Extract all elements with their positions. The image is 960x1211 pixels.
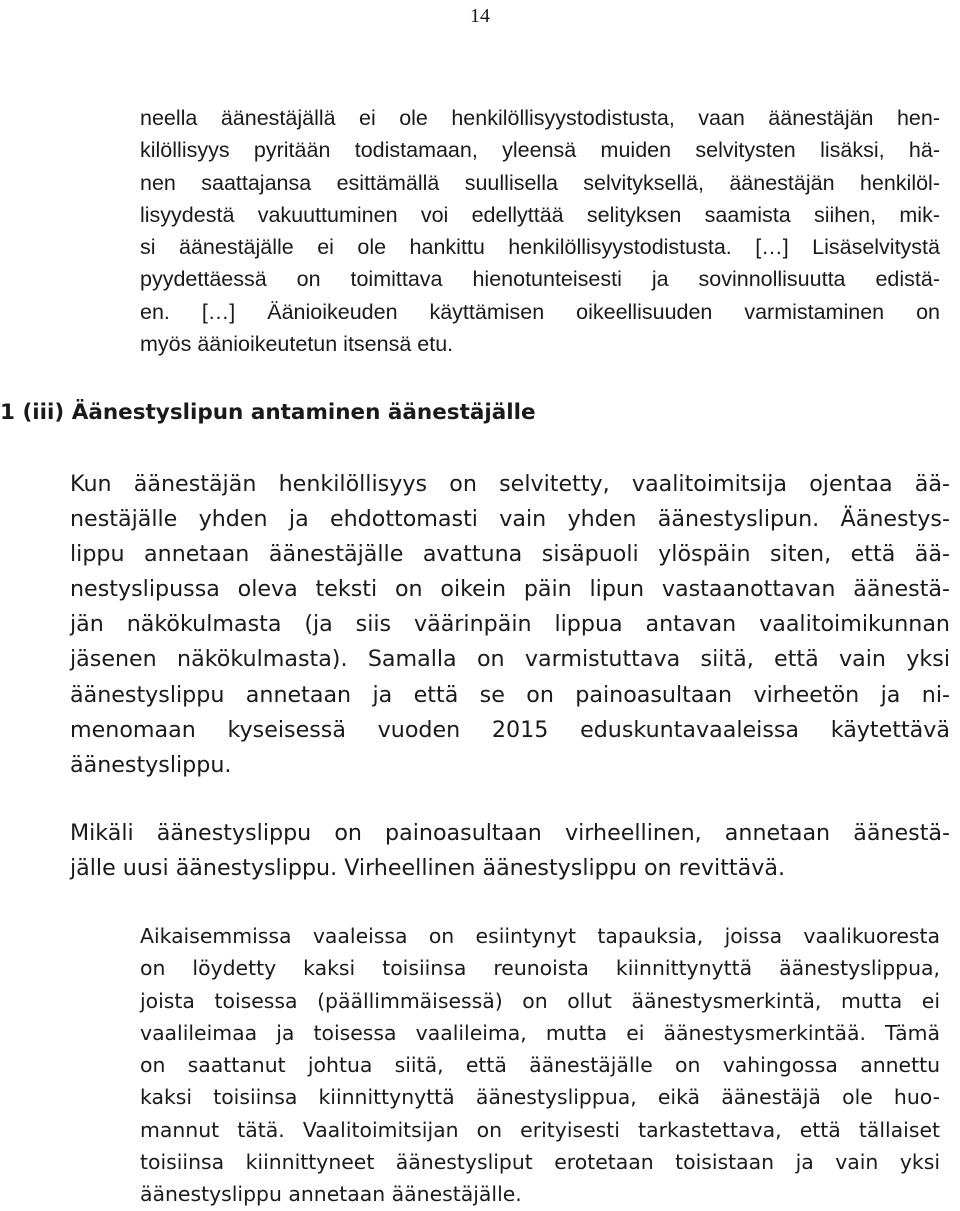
body-paragraph-1 [70,467,950,783]
indented-note [140,920,940,1211]
body-paragraph-2 [70,816,950,886]
text-line: lisyydestä vakuuttuminen voi edellyttää selityksen saamista siihen, mik- [140,202,940,227]
text-line: Kun äänestäjän henkilöllisyys on selvitetty, vaalitoimitsija ojentaa ää- [70,471,950,497]
text-line: si äänestäjälle ei ole hankittu henkilöllisyystodistusta. […] Lisäselvitystä [140,235,940,260]
text-line: kaksi toisiinsa kiinnittynyttä äänestyslippua, eikä äänestäjä ole huo- [140,1085,940,1110]
text-line: menomaan kyseisessä vuoden 2015 eduskuntavaaleissa käytettävä [70,716,950,743]
text-line: jälle uusi äänestyslippu. Virheellinen äänestyslippu on revittävä. [70,855,785,882]
text-line: lippu annetaan äänestäjälle avattuna sisäpuoli ylöspäin siten, että ää- [70,541,950,568]
text-line: nen saattajansa esittämällä suullisella selvityksellä, äänestäjän henkilöl- [140,170,940,195]
text-line: Mikäli äänestyslippu on painoasultaan virheellinen, annetaan äänestä- [70,820,950,846]
text-line: kilöllisyys pyritään todistamaan, yleensä muiden selvitysten lisäksi, hä- [140,138,940,163]
text-line: joista toisessa (päällimmäisessä) on ollut äänestysmerkintä, mutta ei [140,988,940,1013]
text-line: toisiinsa kiinnittyneet äänestysliput erotetaan toisistaan ja vain yksi [140,1150,940,1175]
text-line: on löydetty kaksi toisiinsa reunoista kiinnittynyttä äänestyslippua, [140,956,940,981]
text-line: en. […] Äänioikeuden käyttämisen oikeellisuuden varmistaminen on [140,299,940,324]
section-heading: 1 (iii) Äänestyslipun antaminen äänestäjälle [0,400,536,425]
text-line: jän näkökulmasta (ja siis väärinpäin lippua antavan vaalitoimikunnan [70,611,950,638]
text-line: nestäjälle yhden ja ehdottomasti vain yhden äänestyslipun. Äänestys- [70,506,950,533]
text-line: nestyslipussa oleva teksti on oikein päin lipun vastaanottavan äänestä- [70,576,950,603]
text-line: äänestyslippu annetaan ja että se on painoasultaan virheetön ja ni- [70,681,950,708]
text-line: äänestyslippu annetaan äänestäjälle. [140,1182,522,1207]
text-line: on saattanut johtua siitä, että äänestäjälle on vahingossa annettu [140,1053,940,1078]
text-line: jäsenen näkökulmasta). Samalla on varmistuttava siitä, että vain yksi [70,646,950,673]
text-line: neella äänestäjällä ei ole henkilöllisyystodistusta, vaan äänestäjän hen- [140,106,940,130]
text-line: pyydettäessä on toimittava hienotunteisesti ja sovinnollisuutta edistä- [140,267,940,292]
text-line: myös äänioikeutetun itsensä etu. [140,332,454,357]
quoted-passage [140,102,940,360]
text-line: mannut tätä. Vaalitoimitsijan on erityisesti tarkastettava, että tällaiset [140,1117,940,1142]
page-number: 14 [470,5,490,27]
text-line: vaalileimaa ja toisessa vaalileima, mutta ei äänestysmerkintää. Tämä [140,1020,940,1045]
text-line: äänestyslippu. [70,751,232,778]
text-line: Aikaisemmissa vaaleissa on esiintynyt tapauksia, joissa vaalikuoresta [140,924,940,948]
